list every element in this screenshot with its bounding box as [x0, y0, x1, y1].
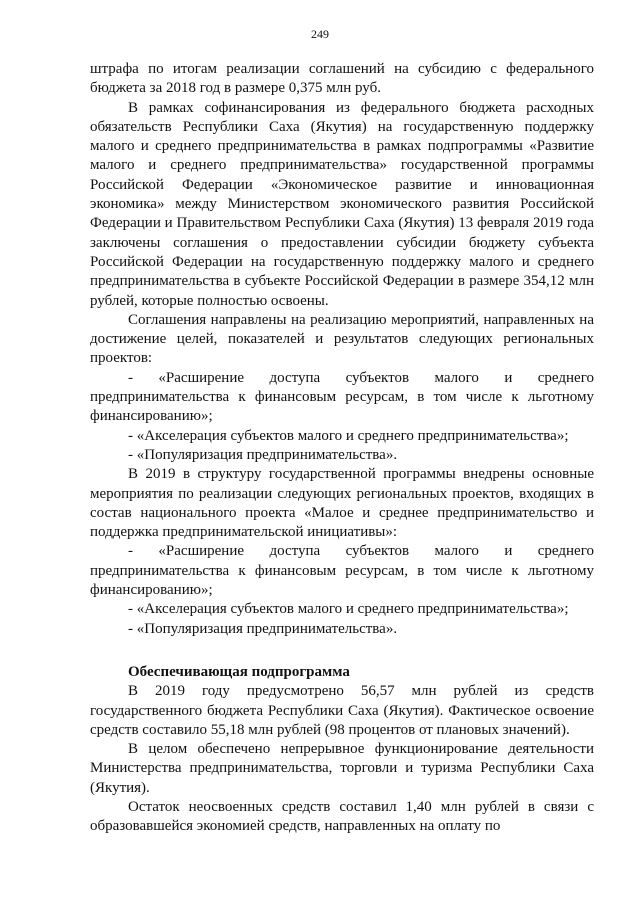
- list-item-financial-access: - «Расширение доступа субъектов малого и среднего предпринимательства к финансовым ресурсам, в том числе к льготному финансированию»;: [90, 369, 594, 425]
- list-item-popularization-2: - «Популяризация предпринимательства».: [128, 620, 398, 637]
- paragraph-budget-2019: В 2019 году предусмотрено 56,57 млн рублей из средств государственного бюджета Республики Саха (Якутия). Фактическое освоение средств составило 55,18 млн рублей (98 процентов от плановых значений).: [90, 683, 594, 738]
- paragraph-fine-continuation: штрафа по итогам реализации соглашений на субсидию с федерального бюджета за 2018 год в размере 0,375 млн руб.: [90, 61, 594, 97]
- list-item-acceleration-2: - «Акселерация субъектов малого и среднего предпринимательства»;: [128, 601, 569, 618]
- list-item-acceleration: - «Акселерация субъектов малого и среднего предпринимательства»;: [128, 427, 569, 444]
- paragraph-agreements-goals: Соглашения направлены на реализацию мероприятий, направленных на достижение целей, показателей и результатов следующих региональных проектов:: [90, 311, 594, 367]
- paragraph-ministry-operation: В целом обеспечено непрерывное функционирование деятельности Министерства предпринимательства, торговли и туризма Республики Саха (Якутия).: [90, 741, 594, 796]
- list-item-popularization: - «Популяризация предпринимательства».: [128, 446, 398, 463]
- paragraph-unspent-funds: Остаток неосвоенных средств составил 1,40 млн рублей в связи с образовавшейся экономией средств, направленных на оплату по: [90, 798, 594, 835]
- document-body: [90, 60, 594, 837]
- list-item-financial-access-2: - «Расширение доступа субъектов малого и среднего предпринимательства к финансовым ресурсам, в том числе к льготному финансированию»;: [90, 543, 594, 599]
- paragraph-program-structure: В 2019 в структуру государственной программы внедрены основные мероприятия по реализации следующих региональных проектов, входящих в состав национального проекта «Малое и среднее предпринимательство и поддержка предпринимательской инициативы»:: [90, 466, 594, 541]
- page-number: 249: [311, 27, 329, 41]
- paragraph-cofinancing: В рамках софинансирования из федерального бюджета расходных обязательств Республики Саха (Якутия) на государственную поддержку малого и среднего предпринимательства в рамках подпрограммы «Развитие малого и среднего предпринимательства» государственной программы Российской Федерации «Экономическое развитие и инновационная экономика» между Министерством экономического развития Российской Федерации и Правительством Республики Саха (Якутия) 13 февраля 2019 года заключены соглашения о предоставлении субсидии бюджету субъекта Российской Федерации на государственную поддержку малого и среднего предпринимательства в субъекте Российской Федерации в размере 354,12 млн рублей, которые полностью освоены.: [90, 99, 594, 309]
- section-heading: Обеспечивающая подпрограмма: [128, 663, 350, 680]
- section-spacer: [90, 639, 594, 663]
